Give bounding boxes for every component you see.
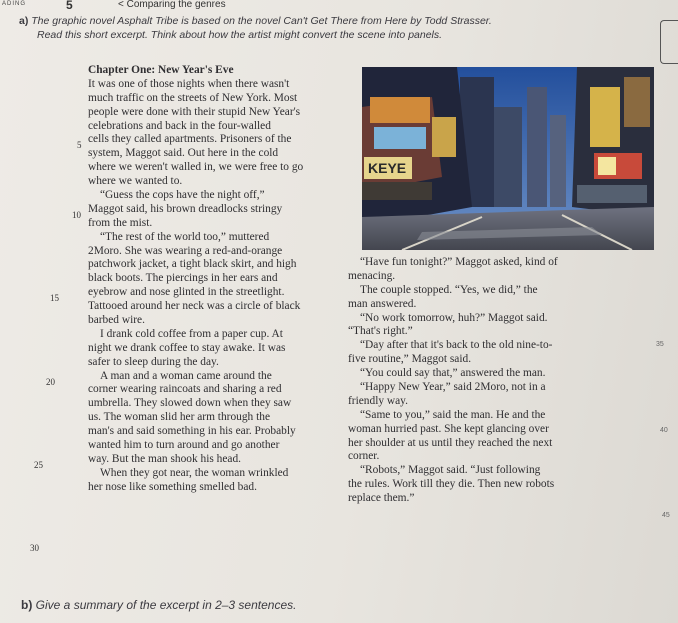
excerpt-left-line: where we weren't walled in, we were free to go (88, 161, 304, 174)
times-square-photo (362, 67, 654, 250)
page-tab-marker (660, 20, 678, 64)
page-number: 5 (66, 0, 73, 12)
excerpt-left-line: It was one of those nights when there wasn't (88, 77, 290, 90)
excerpt-right-line: friendly way. (348, 394, 408, 407)
excerpt-left-column (88, 64, 303, 495)
excerpt-right-line: “No work tomorrow, huh?” Maggot said. (360, 311, 548, 324)
line-number-10: 10 (72, 210, 81, 220)
question-a-line1: The graphic novel Asphalt Tribe is based on the novel Can't Get There from Here by Todd Strasser. (31, 15, 492, 27)
excerpt-left-line: system, Maggot said. Out here in the cold (88, 147, 279, 160)
excerpt-left-line: safer to sleep during the day. (88, 355, 219, 368)
excerpt-right-line: “You could say that,” answered the man. (360, 367, 546, 380)
excerpt-right-line: her shoulder at us until they reached the next (348, 436, 553, 449)
excerpt-right-line: the rules. Work till they die. Then new robots (348, 478, 555, 491)
excerpt-left-line: wanted him to turn around and go another (88, 439, 280, 452)
excerpt-left-line: “Guess the cops have the night off,” (100, 189, 265, 202)
question-a (19, 14, 492, 42)
excerpt-right-line: “Same to you,” said the man. He and the (360, 408, 546, 421)
excerpt-left-line: patchwork jacket, a tight black skirt, and high (88, 258, 297, 271)
keye-sign-text: KEYE (368, 160, 407, 176)
line-number-40: 40 (660, 427, 668, 434)
city-street-illustration (362, 67, 654, 250)
line-number-45: 45 (662, 512, 670, 519)
section-nav-link[interactable]: < Comparing the genres (118, 0, 226, 10)
excerpt-left-line: celebrations and back in the four-walled (88, 119, 271, 132)
excerpt-left-line: people were done with their stupid New Year's (88, 105, 301, 118)
excerpt-left-line: much traffic on the streets of New York. Most (88, 91, 298, 104)
excerpt-left-line: cells they called apartments. Prisoners of the (88, 133, 292, 146)
section-label: ADING (2, 1, 27, 7)
excerpt-left-line: 2Moro. She was wearing a red-and-orange (88, 244, 283, 257)
excerpt-left-line: eyebrow and nose glinted in the streetlight. (88, 286, 285, 299)
excerpt-right-line: “Day after that it's back to the old nine-to- (360, 339, 553, 352)
line-number-35: 35 (656, 341, 664, 348)
question-b-label: b) (21, 598, 33, 612)
excerpt-left-line: where we wanted to. (88, 175, 183, 188)
excerpt-heading: Chapter One: New Year's Eve (88, 64, 234, 76)
excerpt-right-line: “Have fun tonight?” Maggot asked, kind of (360, 256, 558, 268)
excerpt-left-line: black boots. The piercings in her ears and (88, 272, 278, 285)
excerpt-left-line: “The rest of the world too,” muttered (100, 230, 270, 243)
excerpt-left-line: Maggot said, his brown dreadlocks stringy (88, 202, 283, 215)
question-b-text: Give a summary of the excerpt in 2–3 sentences. (35, 598, 297, 612)
excerpt-right-line: corner. (348, 450, 380, 463)
excerpt-right-line: The couple stopped. “Yes, we did,” the (360, 283, 538, 296)
excerpt-left-line: A man and a woman came around the (100, 369, 272, 382)
excerpt-left-line: way. But the man shook his head. (88, 452, 242, 465)
line-number-20: 20 (46, 377, 55, 387)
excerpt-left-line: I drank cold coffee from a paper cup. At (100, 327, 283, 340)
excerpt-right-line: “That's right.” (348, 325, 413, 338)
excerpt-right-line: man answered. (348, 297, 417, 310)
excerpt-left-line: Tattooed around her neck was a circle of black (88, 300, 301, 313)
excerpt-left-line: corner wearing raincoats and sharing a red (88, 383, 282, 396)
question-b (21, 598, 296, 612)
excerpt-left-line: umbrella. They slowed down when they saw (88, 397, 292, 410)
excerpt-right-line: “Robots,” Maggot said. “Just following (360, 464, 541, 477)
excerpt-right-line: menacing. (348, 269, 396, 282)
excerpt-left-line: her nose like something smelled bad. (88, 480, 257, 493)
question-a-line2: Read this short excerpt. Think about how the artist might convert the scene into panels. (37, 29, 443, 41)
excerpt-right-line: five routine,” Maggot said. (348, 353, 472, 366)
excerpt-left-line: from the mist. (88, 216, 153, 229)
line-number-30: 30 (30, 543, 39, 553)
line-number-15: 15 (50, 293, 59, 303)
excerpt-left-line: us. The woman slid her arm through the (88, 411, 271, 424)
excerpt-right-column (348, 256, 558, 506)
excerpt-right-line: “Happy New Year,” said 2Moro, not in a (360, 381, 546, 394)
question-a-label: a) (19, 15, 29, 27)
excerpt-right-line: replace them.” (348, 492, 415, 505)
line-number-25: 25 (34, 460, 43, 470)
excerpt-left-line: man's and said something in his ear. Probably (88, 425, 296, 438)
excerpt-right-line: woman hurried past. She kept glancing over (348, 422, 549, 435)
excerpt-left-line: barbed wire. (88, 314, 145, 327)
line-number-5: 5 (77, 140, 82, 150)
excerpt-left-line: When they got near, the woman wrinkled (100, 466, 289, 479)
excerpt-left-line: night we drank coffee to stay awake. It was (88, 341, 286, 354)
